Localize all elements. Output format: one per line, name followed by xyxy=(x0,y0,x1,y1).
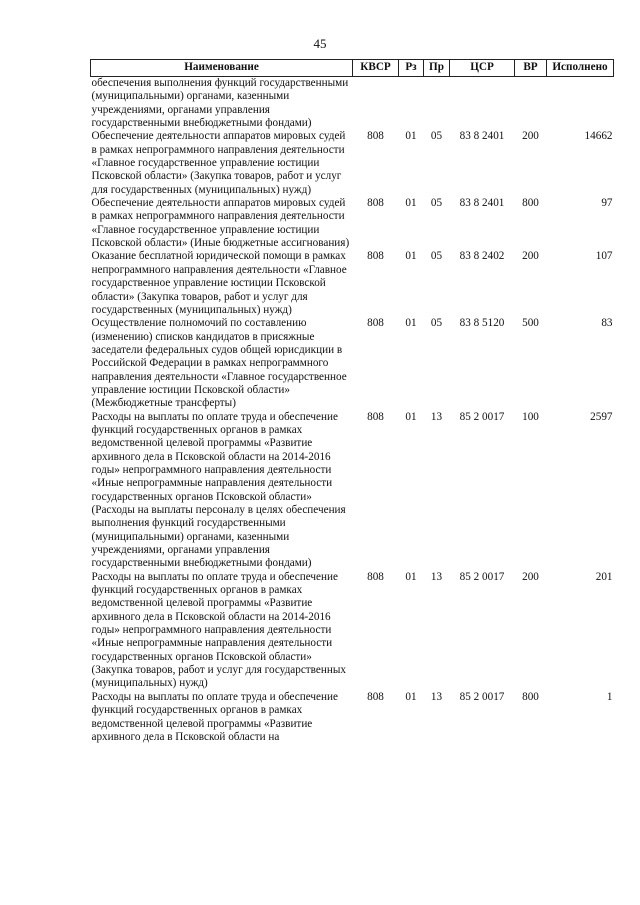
table-row xyxy=(91,317,614,410)
row-vr: 100 xyxy=(522,410,539,423)
row-vr xyxy=(515,77,547,131)
row-csr: 83 8 2401 xyxy=(459,130,505,143)
row-executed: 2597 xyxy=(590,410,613,423)
row-vr: 200 xyxy=(522,570,539,583)
row-rz: 01 xyxy=(405,250,417,263)
row-rz: 01 xyxy=(405,570,417,583)
row-csr xyxy=(450,77,515,131)
row-name: Расходы на выплаты по оплате труда и обеспечение функций государственных органов в рамках ведомственной целевой программы «Развитие архивного дела в Псковской области на 2014-2016 годы» непрограммного направления деятельности «Иные непрограммные направления деятельности государственных органов Псковской области» (Закупка товаров, работ и услуг для государственных (муниципальных) нужд) xyxy=(91,570,346,690)
row-executed: 97 xyxy=(601,197,613,210)
table-row xyxy=(91,691,614,744)
row-csr: 83 8 5120 xyxy=(459,317,505,330)
row-csr: 83 8 2402 xyxy=(459,250,505,263)
table-header-row xyxy=(91,60,614,77)
row-pr: 05 xyxy=(430,250,443,263)
table-row xyxy=(91,250,614,317)
row-executed xyxy=(547,77,614,131)
row-pr: 05 xyxy=(430,130,443,143)
row-csr: 83 8 2401 xyxy=(459,197,505,210)
row-rz: 01 xyxy=(405,690,417,703)
row-kvsr: 808 xyxy=(367,250,384,263)
header-csr: ЦСР xyxy=(450,60,515,77)
row-executed: 201 xyxy=(595,570,613,583)
row-rz: 01 xyxy=(405,410,417,423)
row-rz: 01 xyxy=(405,197,417,210)
header-rz: Рз xyxy=(399,60,424,77)
row-name: Осуществление полномочий по составлению (изменению) списков кандидатов в присяжные заседатели федеральных судов общей юрисдикции в Российской Федерации в рамках непрограммного направления деятельности «Главное государственное управление юстиции Псковской области» (Межбюджетные трансферты) xyxy=(91,317,347,410)
row-name: Обеспечение деятельности аппаратов мировых судей в рамках непрограммного направления деятельности «Главное государственное управление юстиции Псковской области» (Закупка товаров, работ и услуг для государственных (муниципальных) нужд) xyxy=(91,130,346,196)
row-name: Расходы на выплаты по оплате труда и обеспечение функций государственных органов в рамках ведомственной целевой программы «Развитие архивного дела в Псковской области на 2014-2016 годы» непрограммного направления деятельности «Иные непрограммные направления деятельности государственных органов Псковской области» (Расходы на выплаты персоналу в целях обеспечения выполнения функций государственными (муниципальными) органами, казенными учреждениями, органами управления государственными внебюджетными фондами) xyxy=(91,410,346,570)
row-name: Расходы на выплаты по оплате труда и обеспечение функций государственных органов в рамках ведомственной целевой программы «Развитие архивного дела в Псковской области на xyxy=(91,690,338,743)
row-name: обеспечения выполнения функций государственными (муниципальными) органами, казенными учреждениями, органами управления государственными внебюджетными фондами) xyxy=(91,77,349,130)
row-kvsr: 808 xyxy=(367,570,384,583)
row-executed: 83 xyxy=(601,317,613,330)
row-kvsr: 808 xyxy=(367,690,384,703)
header-vr: ВР xyxy=(515,60,547,77)
row-kvsr: 808 xyxy=(367,410,384,423)
row-pr xyxy=(424,77,450,131)
row-csr: 85 2 0017 xyxy=(459,570,505,583)
row-vr: 200 xyxy=(522,250,539,263)
table-row xyxy=(91,571,614,691)
row-vr: 800 xyxy=(522,690,539,703)
row-rz: 01 xyxy=(405,317,417,330)
row-pr: 13 xyxy=(430,690,443,703)
budget-table xyxy=(90,59,614,744)
page-number: 45 xyxy=(313,36,327,51)
row-vr: 200 xyxy=(522,130,539,143)
row-executed: 107 xyxy=(595,250,613,263)
table-row xyxy=(91,130,614,197)
row-executed: 14662 xyxy=(584,130,613,143)
row-kvsr xyxy=(353,77,399,131)
header-name: Наименование xyxy=(91,60,353,77)
row-vr: 800 xyxy=(522,197,539,210)
row-kvsr: 808 xyxy=(367,317,384,330)
row-rz xyxy=(399,77,424,131)
table-row xyxy=(91,197,614,250)
row-pr: 13 xyxy=(430,410,443,423)
header-kvsr: КВСР xyxy=(353,60,399,77)
header-pr: Пр xyxy=(424,60,450,77)
row-csr: 85 2 0017 xyxy=(459,690,505,703)
row-kvsr: 808 xyxy=(367,197,384,210)
row-name: Обеспечение деятельности аппаратов мировых судей в рамках непрограммного направления деятельности «Главное государственное управление юстиции Псковской области» (Иные бюджетные ассигнования) xyxy=(91,197,350,250)
row-csr: 85 2 0017 xyxy=(459,410,505,423)
row-kvsr: 808 xyxy=(367,130,384,143)
row-pr: 05 xyxy=(430,197,443,210)
row-name: Оказание бесплатной юридической помощи в рамках непрограммного направления деятельности «Главное государственное управление юстиции Псковской области» (Закупка товаров, работ и услуг для государственных (муниципальных) нужд) xyxy=(91,250,347,316)
header-executed: Исполнено xyxy=(547,60,614,77)
table-row xyxy=(91,411,614,571)
row-rz: 01 xyxy=(405,130,417,143)
row-vr: 500 xyxy=(522,317,539,330)
table-row xyxy=(91,77,614,131)
row-pr: 05 xyxy=(430,317,443,330)
row-pr: 13 xyxy=(430,570,443,583)
row-executed: 1 xyxy=(606,690,613,703)
